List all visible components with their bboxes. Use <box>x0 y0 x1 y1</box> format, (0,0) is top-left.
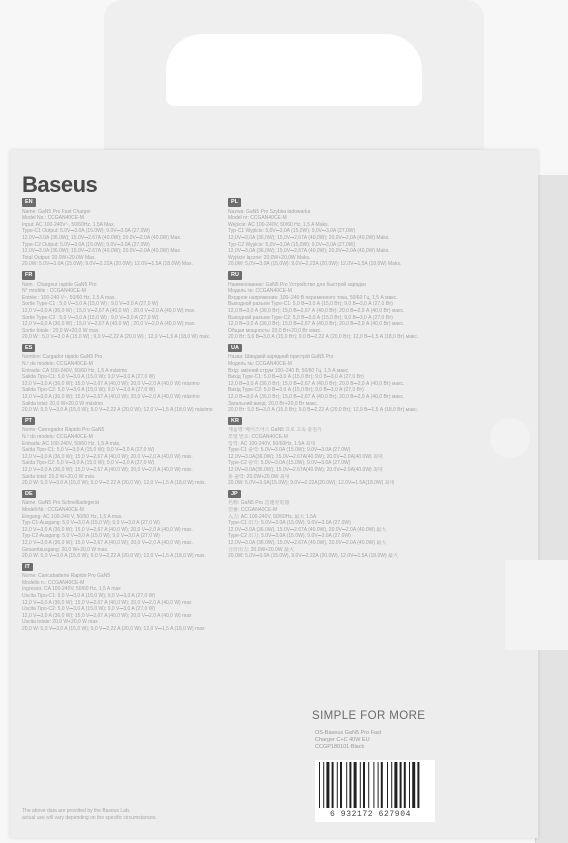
spec-line: 12,0 V⎓3,0 A (36,0 W); 15,0 V⎓2,67 A (40,0 W); 20,0 V⎓2,0 A (40,0 W) máx. <box>22 453 193 460</box>
spec-line: 型番: CCGAN40CE-M <box>228 506 278 513</box>
spec-line: Total Output: 20.0W+20.0W Max. <box>22 254 96 261</box>
spec-line: 입력: AC 100-240V, 50/60Hz, 1.5A 최대 <box>228 440 316 447</box>
spec-section-ru <box>228 271 438 341</box>
spec-column-left <box>22 198 222 636</box>
spec-line: Выходной разъем Type-C1: 5,0 В⎓3,0 А (15,0 Вт); 9,0 В⎓3,0 А (27,0 Вт) <box>228 301 393 308</box>
spec-line: Entrada: AC 100-240V, 50/60 Hz, 1,5 A máx. <box>22 440 121 447</box>
spec-line: 12,0 V⎓3,0 A (36,0 W) ; 15,0 V⎓2,67 A (40,0 W) ; 20,0 V⎓2,0 A (40,0 W) max. <box>22 321 196 328</box>
spec-line: Typ-C1-Ausgang: 5,0 V⎓3,0 A (15,0 W); 9,0 V⎓3,0 A (27,0 W) <box>22 520 160 527</box>
spec-line: Sortie Type-C1 : 5,0 V⎓3,0 A (15,0 W) ; 9,0 V⎓3,0 A (27,0 W) <box>22 301 159 308</box>
spec-line: Wyjście łączne: 20,0W+20,0W Maks. <box>228 254 311 261</box>
spec-line: Входное напряжение: 100–240 В переменного тока, 50/60 Гц, 1,5 А макс. <box>228 294 398 301</box>
footnote-line: actual use will vary depending on the specific circumstances. <box>22 815 157 821</box>
spec-line: Type-C2 出力: 5.0V⎓3.0A (15.0W), 9.0V⎓3.0A (27.0W) <box>228 533 351 540</box>
language-tag: PT <box>22 417 35 426</box>
spec-line: 20,0 W: 5,0 V⎓3,0 A (15,0 W); 9,0 V⎓2,22 A (20,0 W); 12,0 V⎓1,5 A (18,0 W) máximo <box>22 407 213 414</box>
spec-line: Uscita Tipo-C2: 5,0 V⎓3,0 A (15,0 W); 9,0 V⎓3,0 A (27,0 W) <box>22 606 156 613</box>
spec-line: Input: AC 100-240V~, 50/60Hz, 1.5A Max. <box>22 221 115 228</box>
spec-line: Uscita totale: 20,0 W+20,0 W max <box>22 619 98 626</box>
spec-line: Type-C2 출력: 5.0V⎓3.0A (15.0W); 9.0V⎓3.0A (27.0W) <box>228 460 351 467</box>
spec-line: Model nr: CCGAN40CE-M <box>228 215 287 222</box>
spec-line: Saída Tipo-C2: 5,0 V⎓3,0 A (15,0 W); 9,0 V⎓3,0 A (27,0 W) <box>22 460 155 467</box>
spec-section-es <box>22 344 222 414</box>
spec-line: Typ-C1 Wyjście: 5,0V⎓3,0A (15,0W); 9,0V⎓3,0A (27,0W) <box>228 228 356 235</box>
language-tag: KR <box>228 417 242 426</box>
spec-line: 12.0V⎓3.0A (36.0W), 15.0V⎓2.67A (40.0W), 20.0V⎓2.0A (40.0W) 最大 <box>228 526 387 533</box>
spec-section-it <box>22 563 222 633</box>
spec-line: Typ-C2-Ausgang: 5,0 V⎓3,0 A (15,0 W); 9,0 V⎓3,0 A (27,0 W) <box>22 533 160 540</box>
language-tag: IT <box>22 563 33 572</box>
spec-line: 12,0 В⎓3,0 А (36,0 Вт); 15,0 В⎓2,67 А (40,0 Вт); 20,0 В⎓2,0 А (40,0 Вт) макс. <box>228 307 405 314</box>
spec-section-en <box>22 198 222 268</box>
spec-line: Name: GaN5 Pro Fast Charger <box>22 208 91 215</box>
spec-line: 20.0W: 5.0V⎓3.0A(15.0W); 9.0V⎓2.22A(20.0W); 12.0V⎓1.5A(18.0W) 최대 <box>228 480 395 487</box>
barcode-number: 6 932172 627904 <box>330 810 412 819</box>
spec-line: Вихід Type-C2: 5,0 В⎓3,0 А (15,0 Вт); 9,0 В⎓3,0 А (27,0 Вт) <box>228 387 364 394</box>
spec-line: 名称: GaN5 Pro 急速充電器 <box>228 500 290 507</box>
spec-section-de <box>22 490 222 560</box>
spec-line: 12,0V⎓3,0A (36,0W); 15,0V⎓2,67A (40,0W); 20,0V⎓2,0A (40,0W) Maks. <box>228 234 390 241</box>
spec-line: Gesamtausgang: 20,0 W+20,0 W max. <box>22 546 109 553</box>
spec-line: Вихід Type-C1: 5,0 В⎓3,0 А (15,0 Вт); 9,0 В⎓3,0 А (27,0 Вт) <box>228 374 364 381</box>
spec-line: Name: GaN5 Pro Schnellladegerät <box>22 500 99 507</box>
spec-line: Saída total: 20,0 W+20,0 W máx. <box>22 473 96 480</box>
spec-line: Salida total: 20,0 W+20,0 W máximo <box>22 400 104 407</box>
spec-line: 12.0V⎓3.0A (36.0W); 15.0V⎓2.67A (40.0W); 20.0V⎓2.0A (40.0W) Max. <box>22 248 182 255</box>
language-tag: PL <box>228 198 241 207</box>
spec-section-pl <box>228 198 438 268</box>
spec-line: 제품명: 베이스어스 GaN5 프로 고속 충전기 <box>228 427 322 434</box>
spec-line: Назва: Швидкий зарядний пристрій GaN5 Pro <box>228 354 334 361</box>
spec-line: Modello n.: CCGAN40CE-M <box>22 579 85 586</box>
side-label-sticker <box>505 560 568 650</box>
hang-tab <box>104 0 484 165</box>
spec-line: 20,0 Вт: 5,0 В⎓3,0 А (15,0 Вт); 9,0 В⎓2,22 А (20,0 Вт); 12,0 В⎓1,5 А (18,0 Вт) макс. <box>228 407 419 414</box>
language-tag: DE <box>22 490 36 499</box>
brand-logo: Baseus <box>22 172 98 197</box>
spec-line: Modell-Nr.: CCGAN40CE-M <box>22 506 84 513</box>
spec-line: 12.0V⎓3.0A (36.0W), 15.0V⎓2.67A (40.0W), 20.0V⎓2.0A (40.0W) 最大 <box>228 539 387 546</box>
spec-line: Выходной разъем Type-C2: 5,0 В⎓3,0 А (15,0 Вт); 9,0 В⎓3,0 А (27,0 Вт) <box>228 314 393 321</box>
spec-line: 入力: AC 100-240V, 50/60Hz, 最大 1.5A <box>228 513 317 520</box>
spec-line: 20.0W: 5.0V⎓3.0A (15.0W); 9.0V⎓2.22A (20.0W); 12.0V⎓1.5A (18.0W) Max. <box>22 261 193 268</box>
spec-line: Sortie totale : 20,0 W+20,0 W max. <box>22 327 100 334</box>
product-info-line: Charger C+C 40W EU <box>315 737 370 743</box>
spec-line: Nombre: Cargador rápido GaN5 Pro <box>22 354 103 361</box>
spec-line: Entrada: CA 100-240V, 50/60 Hz, 1,5 A máximo <box>22 367 128 374</box>
spec-line: Nom : Chargeur rapide GaN5 Pro <box>22 281 97 288</box>
spec-line: Type-C1 출력: 5.0V⎓3.0A (15.0W); 9.0V⎓3.0A (27.0W) <box>228 447 351 454</box>
spec-column-right <box>228 198 438 563</box>
spec-line: 12.0V⎓3.0A (36.0W); 15.0V⎓2.67A (40.0W); 20.0V⎓2.0A (40.0W) Max. <box>22 234 182 241</box>
spec-line: 20,0 Вт: 5,0 В⎓3,0 А (15,0 Вт); 9,0 В⎓2,22 А (20,0 Вт); 12,0 В⎓1,5 А (18,0 Вт) макс. <box>228 334 419 341</box>
box-side-panel <box>535 175 568 843</box>
spec-line: 12,0 V⎓3,0 A (36,0 W); 15,0 V⎓2,67 A (40,0 W); 20,0 V⎓2,0 A (40,0 W) max. <box>22 539 193 546</box>
language-tag: EN <box>22 198 36 207</box>
spec-line: 20,0W: 5,0V⎓3,0A (15,0W); 9,0V⎓2,22A (20,0W); 12,0V⎓1,5A (18,0W) Maks. <box>228 261 402 268</box>
language-tag: UA <box>228 344 242 353</box>
spec-section-ua <box>228 344 438 414</box>
spec-line: 12,0V⎓3,0A (36,0W); 15,0V⎓2,67A (40,0W); 20,0V⎓2,0A (40,0W) Maks. <box>228 248 390 255</box>
spec-line: 12,0 В⎓3,0 А (36,0 Вт); 15,0 В⎓2,67 А (40,0 Вт); 20,0 В⎓2,0 А (40,0 Вт) макс. <box>228 394 405 401</box>
spec-line: Uscita Tipo-C1: 5,0 V⎓3,0 A (15,0 W); 9,0 V⎓3,0 A (27,0 W) <box>22 593 156 600</box>
spec-line: 12,0 V⎓3,0 A (36,0 W); 15,0 V⎓2,67 A (40,0 W); 20,0 V⎓2,0 A (40,0 W) máximo <box>22 394 200 401</box>
spec-section-kr <box>228 417 438 487</box>
spec-line: Nazwa: GaN5 Pro Szybka ładowarka <box>228 208 311 215</box>
spec-line: Общая мощность: 20,0 Вт+20,0 Вт макс. <box>228 327 322 334</box>
spec-line: N° modèle : CCGAN40CE-M <box>22 288 86 295</box>
spec-line: 12,0 В⎓3,0 А (36,0 Вт); 15,0 В⎓2,67 А (40,0 Вт); 20,0 В⎓2,0 А (40,0 Вт) макс. <box>228 321 405 328</box>
spec-line: Salida Tipo-C2: 5,0 V⎓3,0 A (15,0 W); 9,0 V⎓3,0 A (27,0 W) <box>22 387 156 394</box>
spec-line: Загальний вихід: 20,0 Вт+20,0 Вт макс. <box>228 400 319 407</box>
spec-line: Nome: Carregador Rápido Pro GaN5 <box>22 427 105 434</box>
spec-line: Eingang: AC 100-240 V, 50/60 Hz, 1,5 A max. <box>22 513 123 520</box>
spec-line: 20,0 W : 5,0 V⎓3,0 A (15,0 W) ; 9,0 V⎓2,22 A (20,0 W) ; 12,0 V⎓1,5 A (18,0 W) max. <box>22 334 211 341</box>
footnote-line: The above data are provided by the Baseus Lab, <box>22 808 131 814</box>
language-tag: RU <box>228 271 242 280</box>
spec-section-jp <box>228 490 438 560</box>
spec-line: Entrée : 100-240 V~, 50/60 Hz, 1,5 A max. <box>22 294 116 301</box>
spec-line: Type-C1 Output: 5.0V⎓3.0A (15.0W); 9.0V⎓3.0A (27.0W) <box>22 228 150 235</box>
spec-line: Nome: Caricabatterie Rapido Pro GaN5 <box>22 573 111 580</box>
spec-line: 20,0 W: 5,0 V⎓3,0 A (15,0 W); 9,0 V⎓2,22 A (20,0 W); 12,0 V⎓1,5 A (18,0 W) máx. <box>22 480 206 487</box>
spec-line: 20,0 W: 5,0 V⎓3,0 A (15,0 W); 9,0 V⎓2,22 A (20,0 W); 12,0 V⎓1,5 A (18,0 W) max <box>22 626 205 633</box>
spec-line: Sortie Type-C2 : 5,0 V⎓3,0 A (15,0 W) ; 9,0 V⎓3,0 A (27,0 W) <box>22 314 159 321</box>
side-logo-circle <box>490 418 530 458</box>
spec-line: N.º de modelo: CCGAN40CE-M <box>22 361 93 368</box>
language-tag: JP <box>228 490 241 499</box>
spec-line: Wejście: AC 100-240V, 50/60 Hz, 1,5 A Maks. <box>228 221 329 228</box>
spec-line: 12,0 V⎓3,0 A (36,0 W) ; 15,0 V⎓2,67 A (40,0 W) ; 20,0 V⎓2,0 A (40,0 W) max. <box>22 307 196 314</box>
spec-line: 12,0 V⎓3,0 A (36,0 W); 15,0 V⎓2,67 A (40,0 W); 20,0 V⎓2,0 A (40,0 W) max <box>22 599 192 606</box>
spec-line: 12,0 V⎓3,0 A (36,0 W); 15,0 V⎓2,67 A (40,0 W); 20,0 V⎓2,0 A (40,0 W) max <box>22 612 192 619</box>
spec-line: 20,0 W: 5,0 V⎓3,0 A (15,0 W); 9,0 V⎓2,22 A (20,0 W); 12,0 V⎓1,5 A (18,0 W) max. <box>22 553 206 560</box>
spec-section-fr <box>22 271 222 341</box>
spec-line: Наименование: GaN5 Pro Устройство для быстрой зарядки <box>228 281 366 288</box>
spec-line: 모델 번호: CCGAN40CE-M <box>228 434 288 440</box>
spec-line: 12.0V⎓3.0A(36.0W); 15.0V⎓2.67A(40.0W); 20.0V⎓2.0A(40.0W) 최대 <box>228 453 383 460</box>
spec-line: N.º do modelo: CCGAN40CE-M <box>22 434 93 440</box>
spec-line: Вхід: змінний струм 100–240 В, 50/60 Гц, 1,5 А макс. <box>228 367 350 374</box>
footnote <box>22 808 157 822</box>
language-tag: FR <box>22 271 35 280</box>
spec-line: Ingresso: CA 100-240V, 50/60 Hz, 1,5 A max <box>22 586 121 593</box>
product-info-line: CCGP180101 Black <box>315 744 365 750</box>
spec-line: 12,0 V⎓3,0 A (36,0 W); 15,0 V⎓2,67 A (40,0 W); 20,0 V⎓2,0 A (40,0 W) máx. <box>22 466 193 473</box>
product-info-line: OS-Baseus GaN5 Pro Fast <box>315 730 382 736</box>
slogan: SIMPLE FOR MORE <box>312 710 426 722</box>
spec-line: 12.0V⎓3.0A(36.0W); 15.0V⎓2.67A(40.0W); 20.0V⎓2.0A(40.0W) 최대 <box>228 466 383 473</box>
spec-line: Typ-C2 Wyjście: 5,0V⎓3,0A (15,0W); 9,0V⎓3,0A (27,0W) <box>228 241 356 248</box>
product-info <box>315 730 381 751</box>
spec-line: 12,0 V⎓3,0 A (36,0 W); 15,0 V⎓2,67 A (40,0 W); 20,0 V⎓2,0 A (40,0 W) max. <box>22 526 193 533</box>
spec-line: Salida Tipo-C1: 5,0 V⎓3,0 A (15,0 W); 9,0 V⎓3,0 A (27,0 W) <box>22 374 156 381</box>
spec-line: Type-C2 Output: 5.0V⎓3.0A (15.0W); 9.0V⎓3.0A (27.0W) <box>22 241 150 248</box>
spec-line: Модель №: CCGAN40CE-M <box>228 288 292 295</box>
hang-hole <box>166 34 422 106</box>
spec-line: Type-C1 出力: 5.0V⎓3.0A (15.0W), 9.0V⎓3.0A (27.0W) <box>228 520 351 527</box>
spec-line: 20.0W: 5.0V⎓3.0A (15.0W), 9.0V⎓2.22A (20.0W), 12.0V⎓1.5A (18.0W) 最大 <box>228 553 399 560</box>
spec-section-pt <box>22 417 222 487</box>
spec-line: 合計出力: 20.0W+20.0W 最大 <box>228 546 294 553</box>
spec-line: Model No.: CCGAN40CE-M <box>22 215 84 222</box>
spec-line: 12,0 V⎓3,0 A (36,0 W); 15,0 V⎓2,67 A (40,0 W); 20,0 V⎓2,0 A (40,0 W) máximo <box>22 380 200 387</box>
spec-line: Модель №: CCGAN40CE-M <box>228 361 292 368</box>
spec-line: 총 출력: 20.0W+20.0W 최대 <box>228 473 290 480</box>
spec-line: Saída Tipo-C1: 5,0 V⎓3,0 A (15,0 W); 9,0 V⎓3,0 A (27,0 W) <box>22 447 155 454</box>
spec-line: 12,0 В⎓3,0 А (36,0 Вт); 15,0 В⎓2,67 А (40,0 Вт); 20,0 В⎓2,0 А (40,0 Вт) макс. <box>228 380 405 387</box>
language-tag: ES <box>22 344 35 353</box>
